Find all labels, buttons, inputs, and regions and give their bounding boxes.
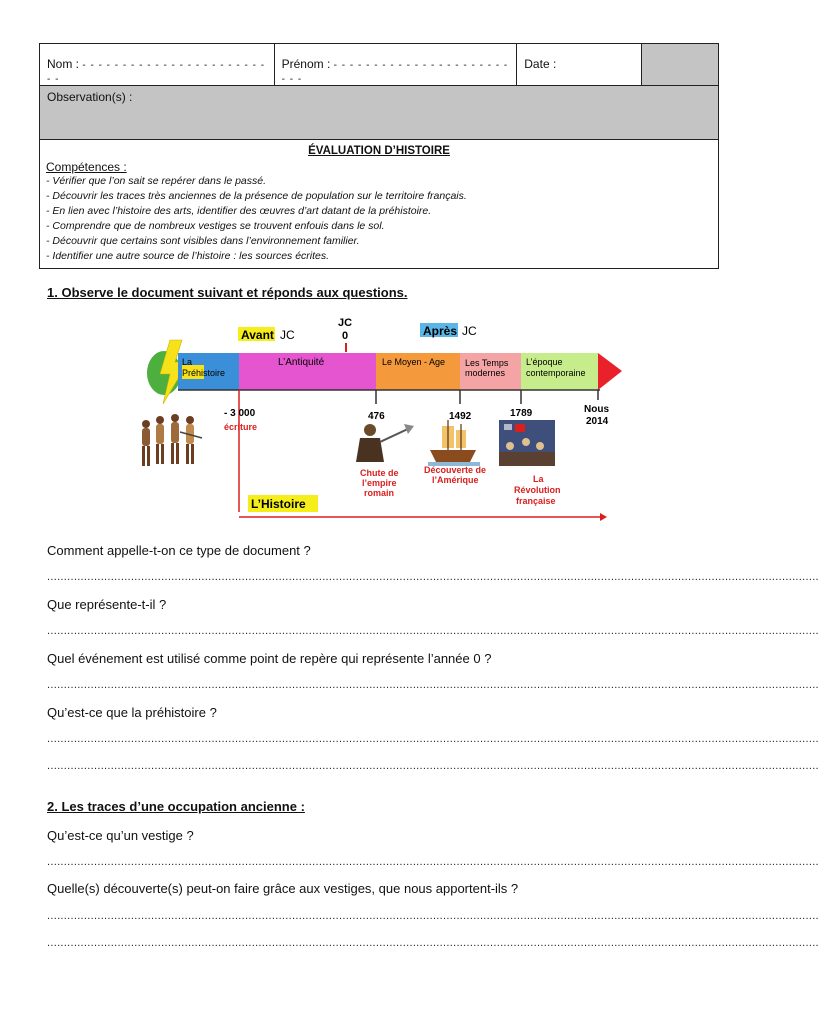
answer-line-6b[interactable]: ......................................................................................................................................................................................................................................: [47, 937, 819, 949]
chute-label-3: romain: [364, 488, 395, 498]
answer-line-1[interactable]: ......................................................................................................................................................................................................................................: [47, 571, 819, 583]
apres-label: Après: [423, 324, 458, 338]
answer-line-5[interactable]: ......................................................................................................................................................................................................................................: [47, 856, 819, 868]
question-2: Que représente-t-il ?: [47, 597, 167, 612]
antiquite-label: L’Antiquité: [278, 357, 325, 368]
competence-item: - Découvrir que certains sont visibles dans l’environnement familier.: [46, 235, 360, 247]
temps-modernes-label-1: Les Temps: [465, 358, 509, 368]
header-table: [39, 43, 719, 269]
competence-item: - Vérifier que l’on sait se repérer dans le passé.: [46, 175, 267, 187]
prehistoire-label-2: Préhistoire: [182, 368, 226, 378]
date-476: 476: [368, 411, 385, 422]
revolution-label-2: Révolution: [514, 485, 561, 495]
histoire-arrow-head: [600, 513, 607, 521]
date-label: Date :: [524, 57, 557, 71]
section2-title: 2. Les traces d’une occupation ancienne :: [47, 799, 305, 814]
competences-cell: [40, 140, 719, 269]
question-5: Qu’est-ce qu’un vestige ?: [47, 828, 194, 843]
answer-line-4b[interactable]: ......................................................................................................................................................................................................................................: [47, 760, 819, 772]
prehistoire-label-1: La: [182, 357, 193, 367]
contemporaine-label-2: contemporaine: [526, 368, 586, 378]
competences-title: Compétences :: [46, 160, 127, 174]
avant-jc-label: JC: [280, 328, 295, 342]
section1-title: 1. Observe le document suivant et réponds aux questions.: [47, 285, 408, 300]
answer-line-3[interactable]: ......................................................................................................................................................................................................................................: [47, 679, 819, 691]
timeline-arrow-tip: [598, 353, 622, 390]
competence-item: - Comprendre que de nombreux vestiges se trouvent enfouis dans le sol.: [46, 220, 385, 232]
answer-line-6a[interactable]: ......................................................................................................................................................................................................................................: [47, 910, 819, 922]
grade-cell: [642, 44, 719, 86]
nom-cell[interactable]: [40, 44, 275, 86]
moyen-age-label: Le Moyen - Age: [382, 357, 446, 367]
answer-line-2[interactable]: ......................................................................................................................................................................................................................................: [47, 625, 819, 637]
histoire-label: L’Histoire: [251, 497, 306, 511]
competence-item: - Identifier une autre source de l’histoire : les sources écrites.: [46, 250, 330, 262]
date-cell[interactable]: [517, 44, 642, 86]
decouverte-label-1: Découverte de: [424, 465, 487, 475]
avant-label: Avant: [241, 328, 274, 342]
revolution-label-3: française: [516, 496, 556, 506]
temps-modernes-label-2: modernes: [465, 368, 506, 378]
jc-zero-top: JC: [338, 317, 353, 329]
nom-dashes: - - - - - - - - - - - - - - - - - - - - - - - - -: [47, 60, 266, 85]
question-4: Qu’est-ce que la préhistoire ?: [47, 705, 217, 720]
question-1: Comment appelle-t-on ce type de document ?: [47, 543, 311, 558]
question-6: Quelle(s) découverte(s) peut-on faire grâce aux vestiges, que nous apportent-ils ?: [47, 881, 519, 896]
nous-label: Nous: [584, 404, 609, 415]
competences-list: [46, 174, 712, 264]
observations-label: Observation(s) :: [47, 90, 133, 104]
roman-soldier-illustration: [356, 424, 414, 462]
timeline-figure: [130, 312, 630, 524]
apres-jc-label: JC: [462, 324, 477, 338]
revolution-painting-illustration: [499, 420, 555, 466]
observations-cell[interactable]: [40, 86, 719, 140]
question-3: Quel événement est utilisé comme point de repère qui représente l’année 0 ?: [47, 651, 492, 666]
competence-item: - Découvrir les traces très anciennes de la présence de population sur le territoire français.: [46, 190, 467, 202]
date-2014: 2014: [586, 416, 609, 427]
answer-line-4a[interactable]: ......................................................................................................................................................................................................................................: [47, 733, 819, 745]
prenom-cell[interactable]: [274, 44, 517, 86]
evaluation-title: ÉVALUATION D’HISTOIRE: [308, 145, 450, 157]
ecriture-label: écriture: [224, 422, 258, 432]
prehistoric-people-illustration: [142, 414, 202, 466]
chute-label-1: Chute de: [360, 468, 399, 478]
revolution-label-1: La: [533, 474, 544, 484]
chute-label-2: l’empire: [362, 478, 397, 488]
competence-item: - En lien avec l’histoire des arts, identifier des œuvres d’art datant de la préhistoire.: [46, 205, 432, 217]
contemporaine-label-1: L’époque: [526, 357, 563, 367]
ship-illustration: [428, 420, 480, 466]
date-1789: 1789: [510, 408, 533, 419]
prenom-label: Prénom :: [281, 57, 331, 71]
date-3000: - 3 000: [224, 408, 256, 419]
date-1492: 1492: [449, 411, 472, 422]
prenom-dashes: - - - - - - - - - - - - - - - - - - - - - - - - -: [281, 60, 509, 85]
nom-label: Nom :: [47, 57, 80, 71]
decouverte-label-2: l’Amérique: [432, 475, 479, 485]
jc-zero-bottom: 0: [342, 330, 349, 342]
